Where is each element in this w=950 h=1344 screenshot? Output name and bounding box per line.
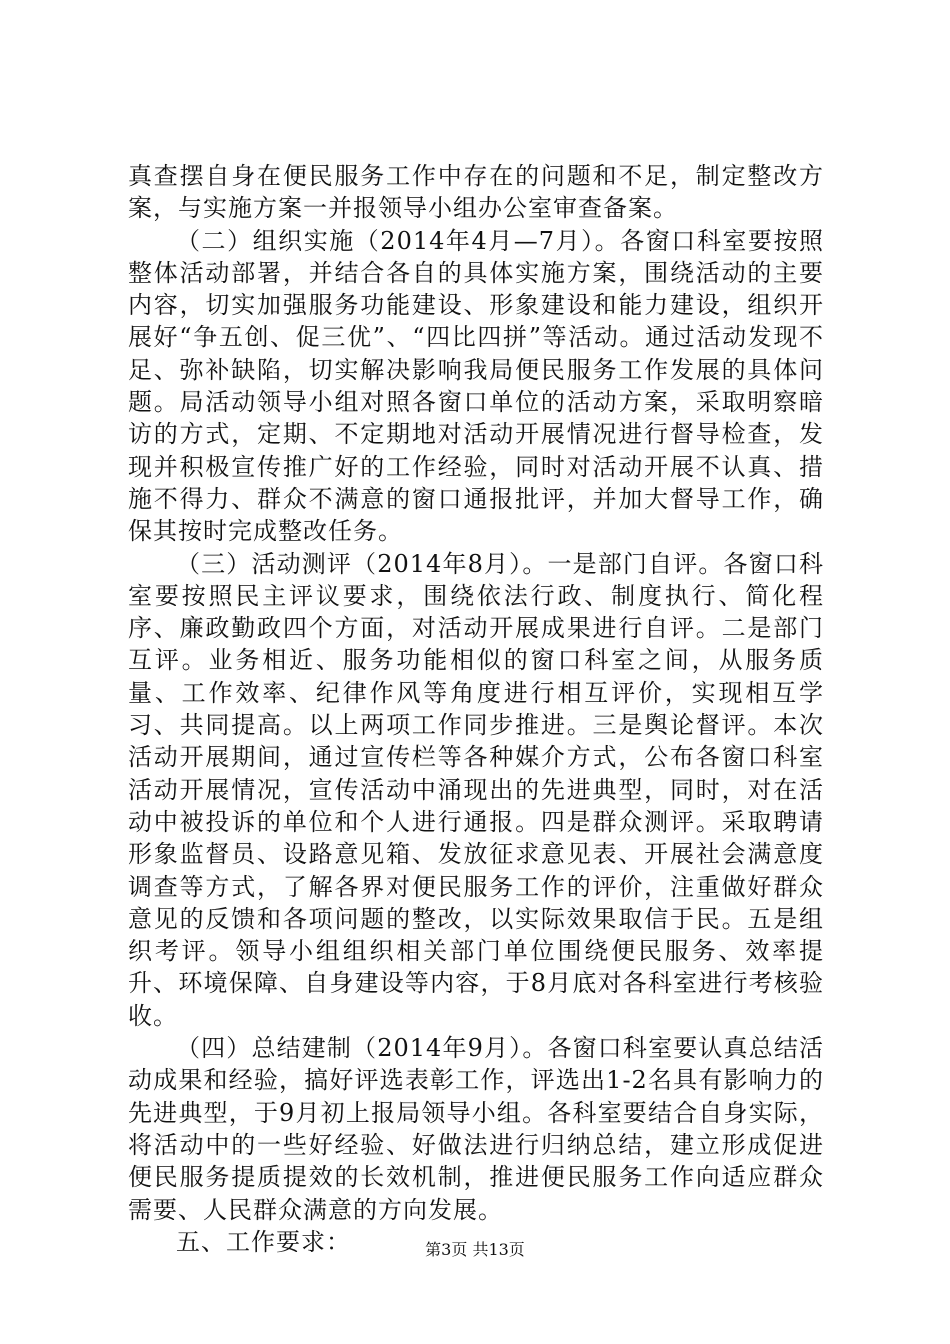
paragraph-organize-implementation: （二）组织实施（2014年4月—7月）。各窗口科室要按照整体活动部署，并结合各自的具体实施方案，围绕活动的主要内容，切实加强服务功能建设、形象建设和能力建设，组织开展好“争五创、促三优”、“四比四拼”等活动。通过活动发现不足、弥补缺陷，切实解决影响我局便民服务工作发展的具体问题。局活动领导小组对照各窗口单位的活动方案，采取明察暗访的方式，定期、不定期地对活动开展情况进行督导检查，发现并积极宣传推广好的工作经验，同时对活动开展不认真、措施不得力、群众不满意的窗口通报批评，并加大督导工作，确保其按时完成整改任务。	[128, 226, 824, 546]
paragraph-activity-evaluation: （三）活动测评（2014年8月）。一是部门自评。各窗口科室要按照民主评议要求，围绕依法行政、制度执行、简化程序、廉政勤政四个方面，对活动开展成果进行自评。二是部门互评。业务相近、服务功能相似的窗口科室之间，从服务质量、工作效率、纪律作风等角度进行相互评价，实现相互学习、共同提高。以上两项工作同步推进。三是舆论督评。本次活动开展期间，通过宣传栏等各种媒介方式，公布各窗口科室活动开展情况，宣传活动中涌现出的先进典型，同时，对在活动中被投诉的单位和个人进行通报。四是群众测评。采取聘请形象监督员、设路意见箱、发放征求意见表、开展社会满意度调查等方式，了解各界对便民服务工作的评价，注重做好群众意见的反馈和各项问题的整改，以实际效果取信于民。五是组织考评。领导小组组织相关部门单位围绕便民服务、效率提升、环境保障、自身建设等内容，于8月底对各科室进行考核验收。	[128, 549, 824, 1030]
paragraph-continuation: 真查摆自身在便民服务工作中存在的问题和不足，制定整改方案，与实施方案一并报领导小组办公室审查备案。	[128, 162, 824, 223]
section-heading-work-requirements: 五、工作要求：	[176, 1227, 351, 1256]
document-body	[128, 160, 824, 1258]
page-footer: 第3页 共13页	[425, 1240, 525, 1259]
paragraph-summary-mechanism: （四）总结建制（2014年9月）。各窗口科室要认真总结活动成果和经验，搞好评选表彰工作，评选出1-2名具有影响力的先进典型，于9月初上报局领导小组。各科室要结合自身实际，将活动中的一些好经验、好做法进行归纳总结，建立形成促进便民服务提质提效的长效机制，推进便民服务工作向适应群众需要、人民群众满意的方向发展。	[128, 1034, 824, 1224]
